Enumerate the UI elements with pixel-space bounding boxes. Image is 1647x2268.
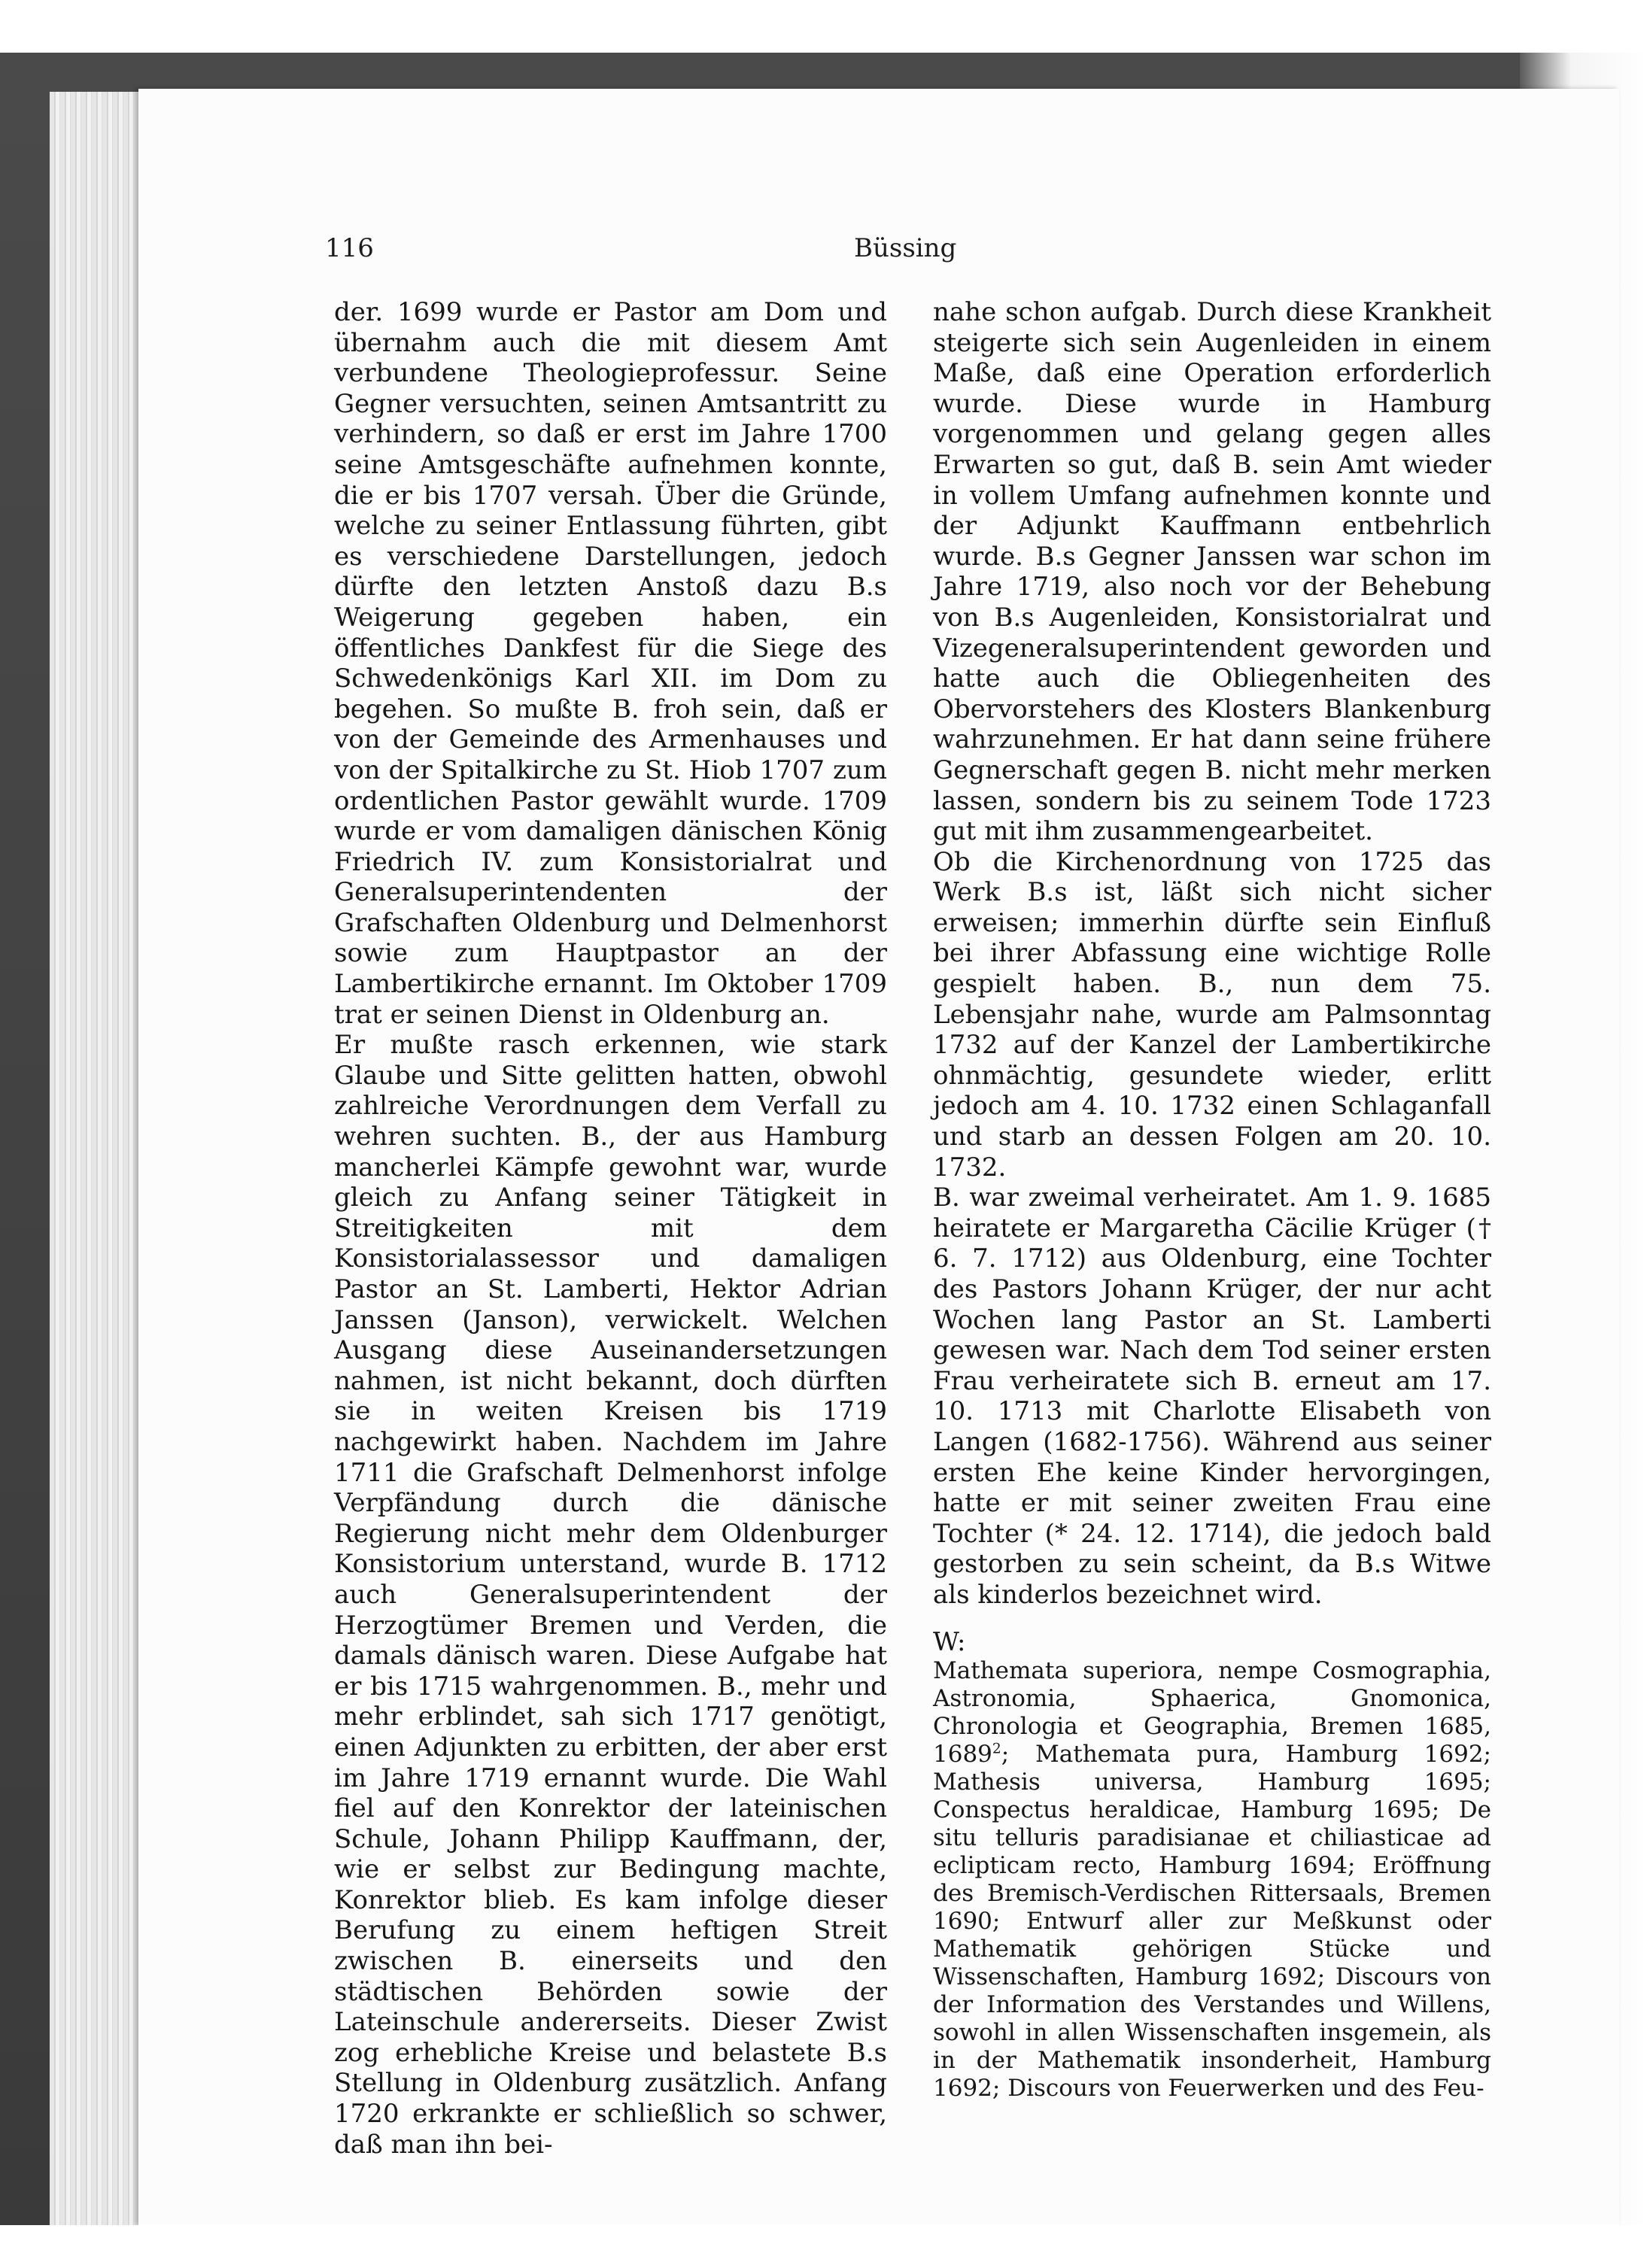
works-text-part-2: ; Mathemata pura, Hamburg 1692; Mathesis universa, Hamburg 1695; Conspectus heraldicae, Hamburg 1695; De situ telluris paradisianae et chiliasticae ad eclipticam recto, Hamburg 1694; Eröffnung des Bremisch-Verdischen Rittersaals, Bremen 1690; Entwurf aller zur Meßkunst oder Mathematik gehörigen Stücke und Wissenschaften, Hamburg 1692; Discours von der Information des Verstandes und Willens, sowohl in allen Wissenschaften insgemein, als in der Mathematik insonderheit, Hamburg 1692; Discours von Feuerwerken und des Feu-: [933, 1741, 1491, 2103]
right-paragraph-2: Ob die Kirchenordnung von 1725 das Werk B.s ist, läßt sich nicht sicher erweisen; immerhin dürfte sein Einfluß bei ihrer Abfassung eine wichtige Rolle gespielt haben. B., nun dem 75. Lebensjahr nahe, wurde am Palmsonntag 1732 auf der Kanzel der Lambertikirche ohnmächtig, gesundete wieder, erlitt jedoch am 4. 10. 1732 einen Schlaganfall und starb an dessen Folgen am 20. 10. 1732.: [933, 846, 1491, 1183]
left-column: [334, 297, 887, 2160]
left-paragraph-2: Er mußte rasch erkennen, wie stark Glaube und Sitte gelitten hatten, obwohl zahlreiche Verordnungen dem Verfall zu wehren suchten. B., der aus Hamburg mancherlei Kämpfe gewohnt war, wurde gleich zu Anfang seiner Tätigkeit in Streitigkeiten mit dem Konsistorialassessor und damaligen Pastor an St. Lamberti, Hektor Adrian Janssen (Janson), verwickelt. Welchen Ausgang diese Auseinandersetzungen nahmen, ist nicht bekannt, doch dürften sie in weiten Kreisen bis 1719 nachgewirkt haben. Nachdem im Jahre 1711 die Grafschaft Delmenhorst infolge Verpfändung durch die dänische Regierung nicht mehr dem Oldenburger Konsistorium unterstand, wurde B. 1712 auch Generalsuperintendent der Herzogtümer Bremen und Verden, die damals dänisch waren. Diese Aufgabe hat er bis 1715 wahrgenommen. B., mehr und mehr erblindet, sah sich 1717 genötigt, einen Adjunkten zu erbitten, der aber erst im Jahre 1719 ernannt wurde. Die Wahl fiel auf den Konrektor der lateinischen Schule, Johann Philipp Kauffmann, der, wie er selbst zur Bedingung machte, Konrektor blieb. Es kam infolge dieser Berufung zu einem heftigen Streit zwischen B. einerseits und den städtischen Behörden sowie der Lateinschule andererseits. Dieser Zwist zog erhebliche Kreise und belastete B.s Stellung in Oldenburg zusätzlich. Anfang 1720 erkrankte er schließlich so schwer, daß man ihn bei-: [334, 1030, 887, 2160]
scan-background-bottom: [0, 2225, 1647, 2268]
works-text-part-1: Mathemata superiora, nempe Cosmographia, Astronomia, Sphaerica, Gnomonica, Chronologia et Geographia, Bremen 1685, 1689: [933, 1657, 1491, 1769]
works-superscript: 2: [992, 1741, 1001, 1757]
right-column: [933, 297, 1491, 2103]
scan-background-top: [0, 0, 1647, 53]
works-label: W:: [933, 1626, 966, 1657]
running-header-title: Büssing: [854, 233, 957, 263]
left-paragraph-1: der. 1699 wurde er Pastor am Dom und übernahm auch die mit diesem Amt verbundene Theologieprofessur. Seine Gegner versuchten, seinen Amtsantritt zu verhindern, so daß er erst im Jahre 1700 seine Amtsgeschäfte aufnehmen konnte, die er bis 1707 versah. Über die Gründe, welche zu seiner Entlassung führten, gibt es verschiedene Darstellungen, jedoch dürfte den letzten Anstoß dazu B.s Weigerung gegeben haben, ein öffentliches Dankfest für die Siege des Schwedenkönigs Karl XII. im Dom zu begehen. So mußte B. froh sein, daß er von der Gemeinde des Armenhauses und von der Spitalkirche zu St. Hiob 1707 zum ordentlichen Pastor gewählt wurde. 1709 wurde er vom damaligen dänischen König Friedrich IV. zum Konsistorialrat und Generalsuperintendenten der Grafschaften Oldenburg und Delmenhorst sowie zum Hauptpastor an der Lambertikirche ernannt. Im Oktober 1709 trat er seinen Dienst in Oldenburg an.: [334, 297, 887, 1030]
right-paragraph-1: nahe schon aufgab. Durch diese Krankheit steigerte sich sein Augenleiden in einem Maße, daß eine Operation erforderlich wurde. Diese wurde in Hamburg vorgenommen und gelang gegen alles Erwarten so gut, daß B. sein Amt wieder in vollem Umfang aufnehmen konnte und der Adjunkt Kauffmann entbehrlich wurde. B.s Gegner Janssen war schon im Jahre 1719, also noch vor der Behebung von B.s Augenleiden, Konsistorialrat und Vizegeneralsuperintendent geworden und hatte auch die Obliegenheiten des Obervorstehers des Klosters Blankenburg wahrzunehmen. Er hat dann seine frühere Gegnerschaft gegen B. nicht mehr merken lassen, sondern bis zu seinem Tode 1723 gut mit ihm zusammengearbeitet.: [933, 297, 1491, 847]
works-list: [933, 1657, 1491, 2103]
page-edges: [50, 92, 140, 2227]
page-number: 116: [325, 233, 374, 263]
right-paragraph-3: B. war zweimal verheiratet. Am 1. 9. 1685 heiratete er Margaretha Cäcilie Krüger († 6. 7. 1712) aus Oldenburg, eine Tochter des Pastors Johann Krüger, der nur acht Wochen lang Pastor an St. Lamberti gewesen war. Nach dem Tod seiner ersten Frau verheiratete sich B. erneut am 17. 10. 1713 mit Charlotte Elisabeth von Langen (1682-1756). Während aus seiner ersten Ehe keine Kinder hervorgingen, hatte er mit seiner zweiten Frau eine Tochter (* 24. 12. 1714), die jedoch bald gestorben zu sein scheint, da B.s Witwe als kinderlos bezeichnet wird.: [933, 1183, 1491, 1610]
